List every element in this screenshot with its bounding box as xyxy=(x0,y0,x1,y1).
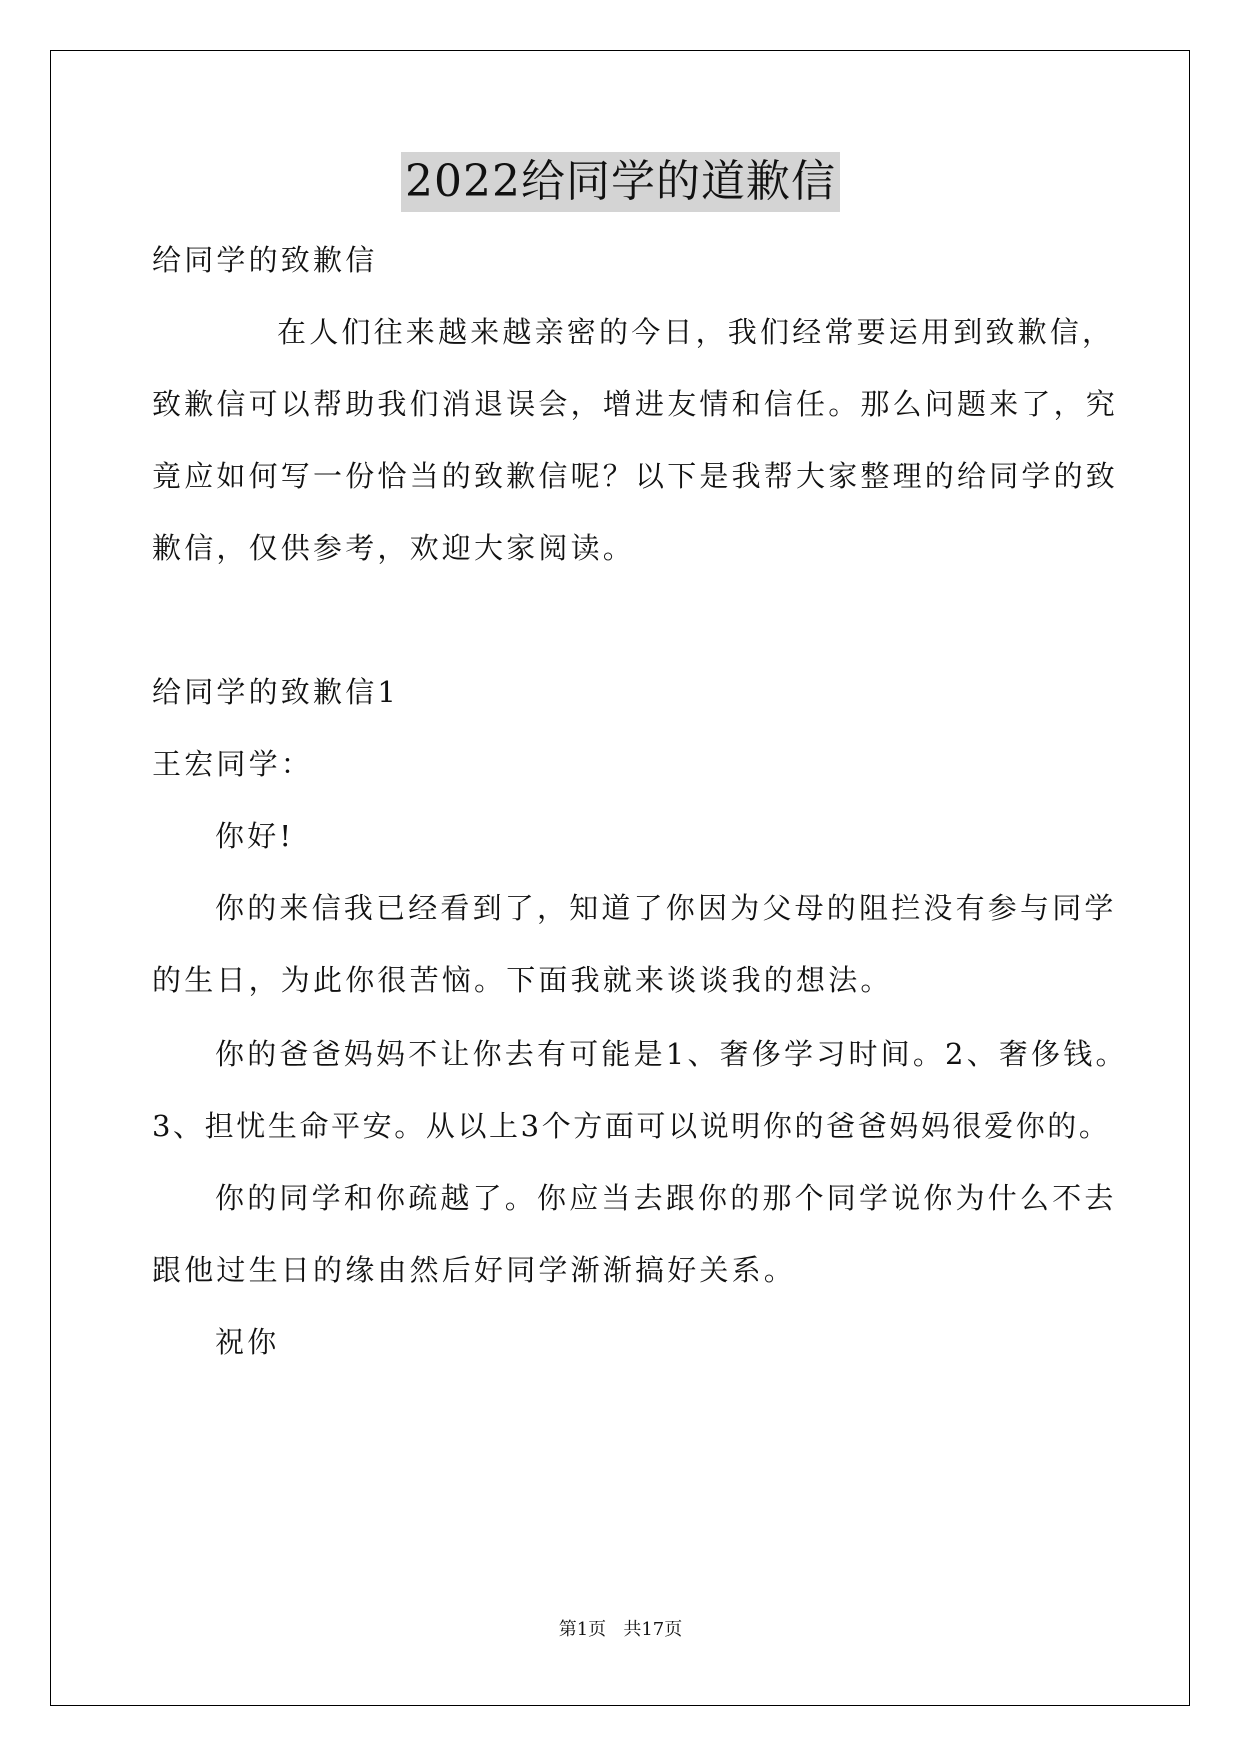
paragraph-2-line-1: 你的爸爸妈妈不让你去有可能是1、奢侈学习时间。2、奢侈钱。 xyxy=(215,1037,1128,1071)
letter-salutation: 王宏同学： xyxy=(152,747,314,781)
paragraph-1-line-1: 你的来信我已经看到了，知道了你因为父母的阻拦没有参与同学 xyxy=(215,891,1117,925)
page-border xyxy=(50,50,1190,1706)
title-container xyxy=(0,152,1241,212)
intro-line-1: 在人们往来越来越亲密的今日，我们经常要运用到致歉信， xyxy=(277,315,1115,349)
paragraph-1-line-2: 的生日，为此你很苦恼。下面我就来谈谈我的想法。 xyxy=(152,963,893,997)
letter-heading: 给同学的致歉信1 xyxy=(152,675,400,709)
subtitle: 给同学的致歉信 xyxy=(152,243,378,277)
paragraph-2-line-2: 3、担忧生命平安。从以上3个方面可以说明你的爸爸妈妈很爱你的。 xyxy=(152,1109,1111,1143)
intro-line-3: 竟应如何写一份恰当的致歉信呢？以下是我帮大家整理的给同学的致 xyxy=(152,459,1119,493)
document-title: 2022给同学的道歉信 xyxy=(401,152,840,212)
letter-closing: 祝你 xyxy=(215,1325,280,1359)
intro-line-4: 歉信，仅供参考，欢迎大家阅读。 xyxy=(152,531,636,565)
paragraph-3-line-1: 你的同学和你疏越了。你应当去跟你的那个同学说你为什么不去 xyxy=(215,1181,1117,1215)
paragraph-3-line-2: 跟他过生日的缘由然后好同学渐渐搞好关系。 xyxy=(152,1253,797,1287)
page-footer: 第1页 共17页 xyxy=(558,1619,683,1640)
intro-line-2: 致歉信可以帮助我们消退误会，增进友情和信任。那么问题来了，究 xyxy=(152,387,1119,421)
letter-greeting: 你好! xyxy=(215,819,295,853)
